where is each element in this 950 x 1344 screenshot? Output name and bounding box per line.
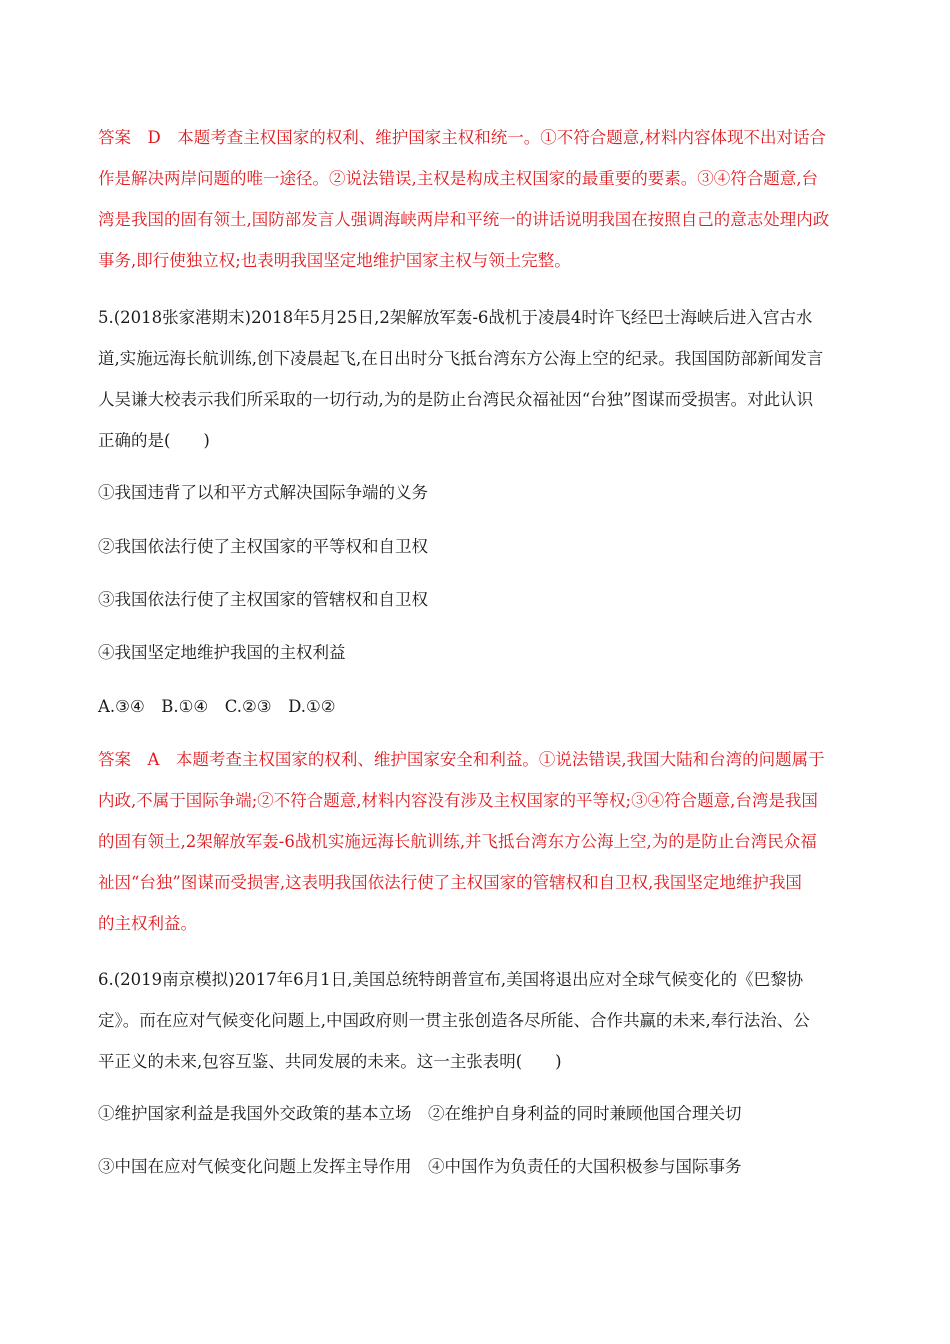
question-5-stem-line-3: 人吴谦大校表示我们所采取的一切行动,为的是防止台湾民众福祉因“台独”图谋而受损害。对此认识: [98, 390, 814, 409]
answer-5-line-1: 答案 A 本题考查主权国家的权利、维护国家安全和利益。①说法错误,我国大陆和台湾的问题属于: [98, 750, 825, 769]
answer-4-line-2: 作是解决两岸问题的唯一途径。②说法错误,主权是构成主权国家的最重要的要素。③④符合题意,台: [98, 169, 818, 188]
answer-4-line-4: 事务,即行使独立权;也表明我国坚定地维护国家主权与领土完整。: [98, 251, 571, 270]
answer-5-line-3: 的固有领土,2架解放军轰-6战机实施远海长航训练,并飞抵台湾东方公海上空,为的是防止台湾民众福: [98, 832, 817, 851]
question-5-choices: A.③④ B.①④ C.②③ D.①②: [98, 697, 336, 716]
question-5-option-2: ②我国依法行使了主权国家的平等权和自卫权: [98, 537, 428, 556]
question-5-option-1: ①我国违背了以和平方式解决国际争端的义务: [98, 483, 428, 502]
question-6-stem-line-1: 6.(2019南京模拟)2017年6月1日,美国总统特朗普宣布,美国将退出应对全球气候变化的《巴黎协: [98, 970, 804, 989]
question-5-stem-line-1: 5.(2018张家港期末)2018年5月25日,2架解放军轰-6战机于凌晨4时许飞经巴士海峡后进入宫古水: [98, 308, 813, 327]
question-5-option-3: ③我国依法行使了主权国家的管辖权和自卫权: [98, 590, 428, 609]
question-6-stem-line-3: 平正义的未来,包容互鉴、共同发展的未来。这一主张表明( ): [98, 1052, 562, 1071]
answer-5-line-5: 的主权利益。: [98, 914, 197, 933]
question-5-option-4: ④我国坚定地维护我国的主权利益: [98, 643, 346, 662]
answer-5-line-2: 内政,不属于国际争端;②不符合题意,材料内容没有涉及主权国家的平等权;③④符合题意,台湾是我国: [98, 791, 818, 810]
question-5-stem-line-4: 正确的是( ): [98, 431, 210, 450]
question-5-stem-line-2: 道,实施远海长航训练,创下凌晨起飞,在日出时分飞抵台湾东方公海上空的纪录。我国国防部新闻发言: [98, 349, 824, 368]
answer-4-line-3: 湾是我国的固有领土,国防部发言人强调海峡两岸和平统一的讲话说明我国在按照自己的意志处理内政: [98, 210, 830, 229]
answer-5-line-4: 祉因“台独”图谋而受损害,这表明我国依法行使了主权国家的管辖权和自卫权,我国坚定地维护我国: [98, 873, 802, 892]
question-6-options-row-2: ③中国在应对气候变化问题上发挥主导作用 ④中国作为负责任的大国积极参与国际事务: [98, 1157, 742, 1176]
question-6-options-row-1: ①维护国家利益是我国外交政策的基本立场 ②在维护自身利益的同时兼顾他国合理关切: [98, 1104, 742, 1123]
answer-4-line-1: 答案 D 本题考查主权国家的权利、维护国家主权和统一。①不符合题意,材料内容体现不出对话合: [98, 128, 826, 147]
question-6-stem-line-2: 定》。而在应对气候变化问题上,中国政府则一贯主张创造各尽所能、合作共赢的未来,奉行法治、公: [98, 1011, 810, 1030]
